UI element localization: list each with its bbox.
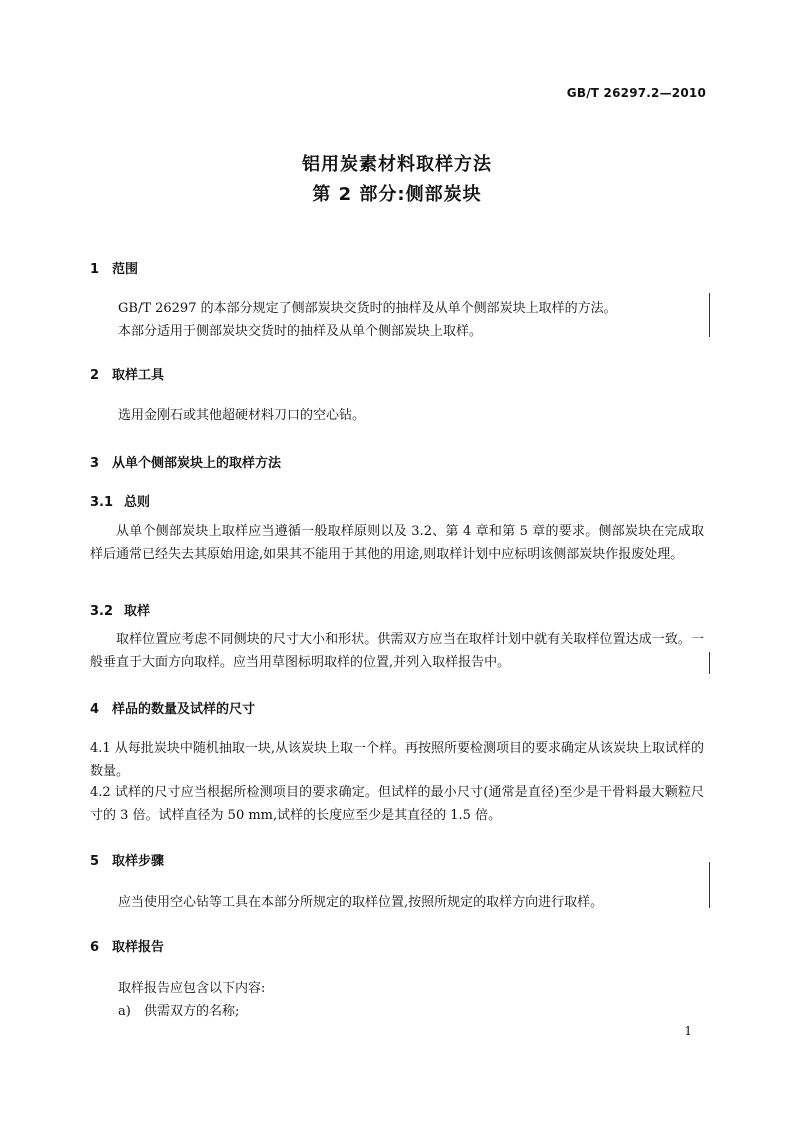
section-3-1-heading <box>90 491 150 510</box>
section-3-2-heading <box>90 600 150 619</box>
section-2-heading <box>90 364 164 383</box>
section-title: 取样工具 <box>112 368 165 383</box>
section-1-paragraph-1: GB/T 26297 的本部分规定了侧部炭块交货时的抽样及从单个侧部炭块上取样的方法。 <box>118 301 617 316</box>
section-6-intro: 取样报告应包含以下内容: <box>118 981 266 996</box>
change-bar <box>709 652 710 674</box>
section-title: 样品的数量及试样的尺寸 <box>112 702 256 717</box>
section-number: 6 <box>90 940 100 955</box>
section-6-heading <box>90 936 164 955</box>
clause-4-2: 4.2 试样的尺寸应当根据所检测项目的要求确定。但试样的最小尺寸(通常是直径)至少是干骨料最大颗粒尺寸的 3 倍。试样直径为 50 mm,试样的长度应至少是其直径的 1.5 倍。 <box>90 785 704 823</box>
page-number: 1 <box>684 1024 692 1038</box>
section-title: 取样报告 <box>112 940 165 955</box>
clause-4-1: 4.1 从每批炭块中随机抽取一块,从该炭块上取一个样。再按照所要检测项目的要求确定从该炭块上取试样的数量。 <box>90 741 704 779</box>
section-1-paragraph-2: 本部分适用于侧部炭块交货时的抽样及从单个侧部炭块上取样。 <box>118 324 483 339</box>
section-number: 2 <box>90 368 100 383</box>
list-item-text: 供需双方的名称; <box>144 1004 240 1019</box>
section-5-paragraph: 应当使用空心钻等工具在本部分所规定的取样位置,按照所规定的取样方向进行取样。 <box>118 895 604 910</box>
section-number: 5 <box>90 854 100 869</box>
section-title: 从单个侧部炭块上的取样方法 <box>112 456 282 471</box>
list-item-label: a) <box>118 1004 131 1019</box>
section-5-heading <box>90 850 164 869</box>
section-2-paragraph: 选用金刚石或其他超硬材料刀口的空心钻。 <box>118 408 366 423</box>
change-bar <box>709 862 710 908</box>
section-3-heading <box>90 452 281 471</box>
section-number: 3 <box>90 456 100 471</box>
section-4-heading <box>90 698 255 717</box>
section-title: 取样步骤 <box>112 854 165 869</box>
document-title: 铝用炭素材料取样方法 <box>302 154 492 175</box>
section-number: 3.1 <box>90 495 114 510</box>
change-bar <box>709 293 710 337</box>
section-title: 取样 <box>124 604 151 619</box>
section-number: 1 <box>90 262 100 277</box>
section-title: 总则 <box>124 495 151 510</box>
document-subtitle: 第 2 部分:侧部炭块 <box>312 184 482 205</box>
section-title: 范围 <box>112 262 139 277</box>
section-3-1-paragraph: 从单个侧部炭块上取样应当遵循一般取样原则以及 3.2、第 4 章和第 5 章的要求。侧部炭块在完成取样后通常已经失去其原始用途,如果其不能用于其他的用途,则取样计划中应标明该侧部炭块作报废处理。 <box>90 524 704 562</box>
section-3-2-paragraph: 取样位置应考虑不同侧块的尺寸大小和形状。供需双方应当在取样计划中就有关取样位置达成一致。一般垂直于大面方向取样。应当用草图标明取样的位置,并列入取样报告中。 <box>90 632 704 670</box>
section-number: 4 <box>90 702 100 717</box>
section-number: 3.2 <box>90 604 114 619</box>
list-item <box>118 1000 239 1019</box>
section-1-heading <box>90 258 138 277</box>
standard-number: GB/T 26297.2—2010 <box>566 86 706 100</box>
